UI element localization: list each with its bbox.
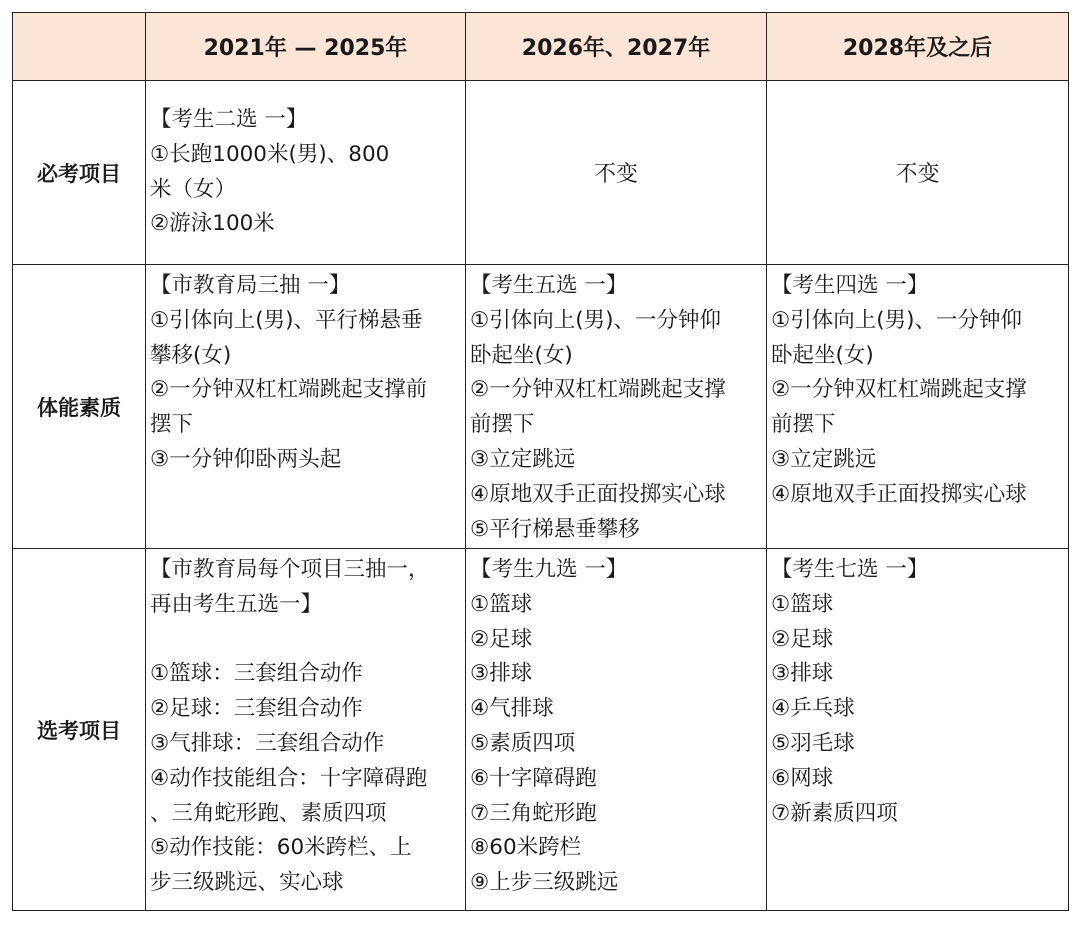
cell-line: 卧起坐(女) <box>470 342 573 368</box>
cell-line: ⑥十字障碍跑 <box>470 765 597 791</box>
cell-fitness-2028-after <box>767 265 1069 549</box>
cell-line: ②一分钟双杠杠端跳起支撑前 <box>150 377 428 403</box>
cell-line: ①引体向上(男)、一分钟仰 <box>771 307 1023 333</box>
cell-required-2028-after: 不变 <box>767 81 1069 265</box>
cell-line: ①篮球：三套组合动作 <box>150 661 363 687</box>
cell-line: 【市教育局每个项目三抽一， <box>150 557 430 582</box>
cell-line: 【考生二选 一】 <box>150 107 308 132</box>
cell-line: ①引体向上(男)、一分钟仰 <box>470 307 722 333</box>
table-row <box>13 265 1069 549</box>
cell-line: 卧起坐(女) <box>771 342 874 368</box>
cell-fitness-2021-2025 <box>146 265 466 549</box>
cell-line: ⑨上步三级跳远 <box>470 870 619 896</box>
cell-line: ②足球 <box>470 626 533 652</box>
cell-line: ⑤羽毛球 <box>771 730 855 756</box>
cell-line: 攀移(女) <box>150 342 232 368</box>
cell-line: ⑧60米跨栏 <box>470 835 582 861</box>
cell-line: ⑤素质四项 <box>470 730 576 756</box>
cell-line: 【考生九选 一】 <box>470 557 628 582</box>
cell-elective-2021-2025 <box>146 549 466 911</box>
cell-line: ⑦三角蛇形跑 <box>470 800 597 826</box>
cell-line: ④原地双手正面投掷实心球 <box>771 481 1027 507</box>
cell-line: ③排球 <box>470 661 533 687</box>
cell-line: ②足球：三套组合动作 <box>150 696 363 722</box>
cell-line: ③立定跳远 <box>771 446 877 472</box>
cell-elective-2028-after <box>767 549 1069 911</box>
cell-line: ③一分钟仰卧两头起 <box>150 446 342 472</box>
cell-line: ③排球 <box>771 661 834 687</box>
cell-line: ①长跑1000米(男)、800 <box>150 141 390 167</box>
cell-line: 【考生四选 一】 <box>771 273 929 298</box>
cell-line: 步三级跳远、实心球 <box>150 870 344 896</box>
cell-required-2026-2027: 不变 <box>466 81 767 265</box>
cell-line: ⑥网球 <box>771 765 834 791</box>
cell-line: 【市教育局三抽 一】 <box>150 273 351 298</box>
cell-line: 【考生五选 一】 <box>470 273 628 298</box>
cell-line: ②游泳100米 <box>150 211 275 237</box>
cell-line: ①篮球 <box>771 591 834 617</box>
row-label-required: 必考项目 <box>13 81 146 265</box>
cell-line: ②一分钟双杠杠端跳起支撑 <box>771 377 1027 403</box>
cell-line: ②足球 <box>771 626 834 652</box>
cell-line: ⑤动作技能：60米跨栏、上 <box>150 835 412 861</box>
cell-line: 米（女） <box>150 176 237 202</box>
row-label-elective: 选考项目 <box>13 549 146 911</box>
cell-line: ①引体向上(男)、平行梯悬垂 <box>150 307 423 333</box>
cell-line: ④气排球 <box>470 696 554 722</box>
cell-line: ③立定跳远 <box>470 446 576 472</box>
header-row <box>13 13 1069 81</box>
cell-elective-2026-2027 <box>466 549 767 911</box>
header-corner <box>13 13 146 81</box>
header-period-2026-2027: 2026年、2027年 <box>466 13 767 81</box>
cell-line: ③气排球：三套组合动作 <box>150 730 385 756</box>
cell-line: 【考生七选 一】 <box>771 557 929 582</box>
cell-line: 前摆下 <box>470 412 535 438</box>
cell-line: ①篮球 <box>470 591 533 617</box>
header-period-2028-after: 2028年及之后 <box>767 13 1069 81</box>
cell-line: ④乒乓球 <box>771 696 855 722</box>
cell-line: 摆下 <box>150 412 194 438</box>
cell-required-2021-2025 <box>146 81 466 265</box>
cell-line: 前摆下 <box>771 412 836 438</box>
cell-line: ④原地双手正面投掷实心球 <box>470 481 726 507</box>
cell-line: ②一分钟双杠杠端跳起支撑 <box>470 377 726 403</box>
table-row <box>13 549 1069 911</box>
cell-line: 再由考生五选一】 <box>150 591 323 617</box>
blank-line <box>150 623 461 658</box>
row-label-fitness: 体能素质 <box>13 265 146 549</box>
cell-line: ⑤平行梯悬垂攀移 <box>470 516 640 542</box>
cell-line: ④动作技能组合：十字障碍跑 <box>150 765 428 791</box>
header-period-2021-2025: 2021年 — 2025年 <box>146 13 466 81</box>
cell-fitness-2026-2027 <box>466 265 767 549</box>
cell-line: 、三角蛇形跑、素质四项 <box>150 800 387 826</box>
policy-table <box>12 12 1069 911</box>
cell-line: ⑦新素质四项 <box>771 800 898 826</box>
table-row <box>13 81 1069 265</box>
